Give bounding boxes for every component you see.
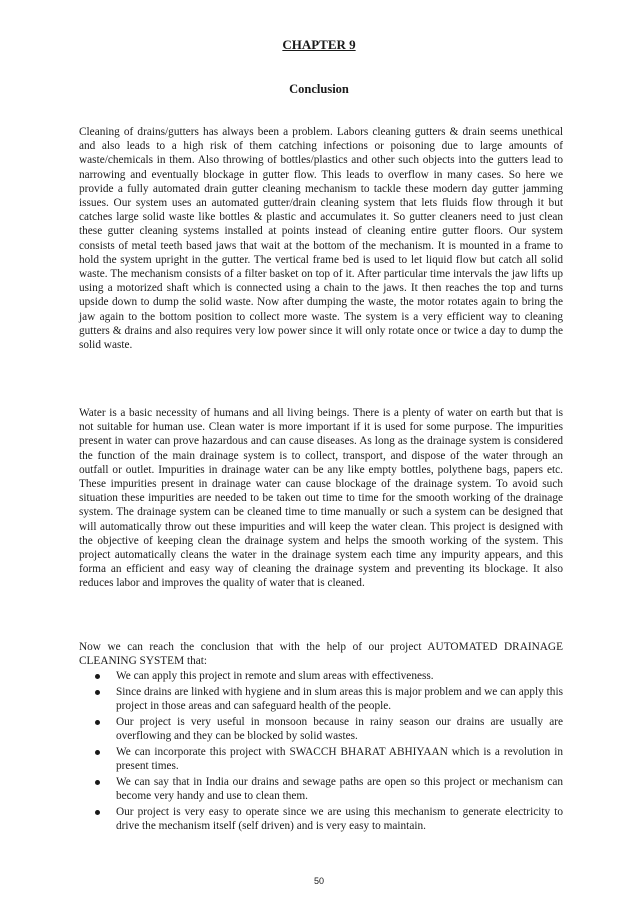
bullet-icon (95, 674, 100, 679)
list-item (116, 685, 563, 713)
section-title: Conclusion (289, 82, 349, 96)
list-item (116, 775, 563, 803)
list-item-text: We can incorporate this project with SWACCH BHARAT ABHIYAAN which is a revolution in present times. (116, 745, 563, 772)
list-item (116, 745, 563, 773)
list-item-text: Since drains are linked with hygiene and in slum areas this is major problem and we can apply this project in those areas and can safeguard health of the people. (116, 685, 563, 712)
list-item-text: We can say that in India our drains and sewage paths are open so this project or mechanism can become very handy and use to clean them. (116, 775, 563, 802)
list-item-text: Our project is very easy to operate since we are using this mechanism to generate electricity to drive the mechanism itself (self driven) and is very easy to maintain. (116, 805, 563, 832)
list-item (116, 805, 563, 833)
bullet-icon (95, 690, 100, 695)
bullet-icon (95, 780, 100, 785)
list-item-text: We can apply this project in remote and slum areas with effectiveness. (116, 670, 434, 682)
bullet-icon (95, 720, 100, 725)
paragraph-water-necessity: Water is a basic necessity of humans and all living beings. There is a plenty of water on earth but that is not suitable for human use. Clean water is more important if it is used for some purpose. The impurities present in water can prove hazardous and can cause diseases. As long as the drainage system is considered the function of the main drainage system is to collect, transport, and dispose of the water through an outfall or outlet. Impurities in drainage water can be any like empty bottles, polythene bags, papers etc. These impurities present in drainage water can cause blockage of the drainage system. To avoid such situation these impurities are needed to be taken out time to time for the smooth working of the drainage system. The drainage system can be cleaned time to time manually or such a system can be designed that will automatically throw out these impurities and will keep the water clean. This project is designed with the objective of keeping clean the drainage system and helps the smooth working of the system. This project automatically cleans the water in the drainage system each time any impurity appears, and this forma an efficient and easy way of cleaning the drainage system and preventing its blockage. It also reduces labor and improves the quality of water that is cleaned. (79, 407, 563, 590)
page-number: 50 (313, 876, 324, 886)
paragraph-drain-cleaning: Cleaning of drains/gutters has always been a problem. Labors cleaning gutters & drain seems unethical and also leads to a high risk of them catching infections or poisoning due to large amounts of waste/chemicals in them. Also throwing of bottles/plastics and other such objects into the gutters lead to narrowing and eventually blockage in gutter flow. This leads to overflow in many cases. So here we provide a fully automated drain gutter cleaning mechanism to tackle these modern day gutter jamming issues. Our system uses an automated gutter/drain cleaning system that lets fluids flow through it but catches large solid waste like bottles & plastic and accumulates it. So gutter cleaners need to just clean these gutter cleaning systems installed at points instead of cleaning entire gutter floors. Our system consists of metal teeth based jaws that wait at the bottom of the mechanism. It is mounted in a frame to hold the system upright in the gutter. The vertical frame bed is used to let liquid flow but catch all solid waste. The mechanism consists of a filter basket on top of it. After particular time intervals the jaw lifts up using a motorized shaft which is connected using a chain to the jaws. It then reaches the top and turns upside down to dump the solid waste. Now after dumping the waste, the motor rotates again to bring the jaw again to the bottom position to collect more waste. The system is a very efficient way to cleaning gutters & drains and also requires very low power since it will only rotate once or twice a day to dump the solid waste. (79, 126, 563, 352)
chapter-heading: CHAPTER 9 (282, 37, 356, 52)
paragraph-conclusion-intro: Now we can reach the conclusion that with the help of our project AUTOMATED DRAINAGE CLEANING SYSTEM that: (79, 641, 563, 668)
bullet-icon (95, 750, 100, 755)
list-item (116, 669, 563, 683)
list-item (116, 715, 563, 743)
bullet-icon (95, 810, 100, 815)
conclusion-bullet-list (79, 669, 563, 835)
list-item-text: Our project is very useful in monsoon because in rainy season our drains are usually are overflowing and they can be blocked by solid wastes. (116, 715, 563, 742)
